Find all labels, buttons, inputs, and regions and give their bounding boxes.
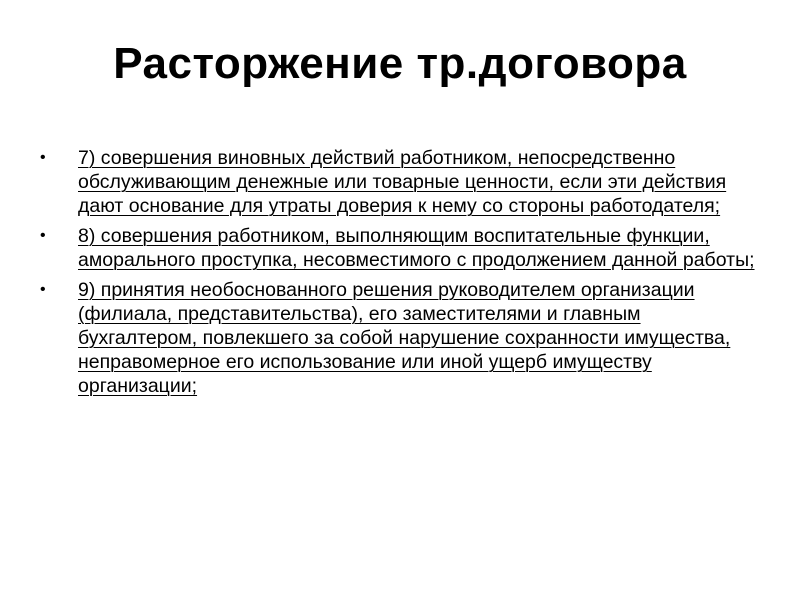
bullet-icon: •: [40, 149, 46, 166]
list-item: [40, 278, 760, 398]
list-item-text: 9) принятия необоснованного решения руководителем организации (филиала, представительства), его заместителями и главным бухгалтером, повлекшего за собой нарушение сохранности имущества, неправомерное его использование или иной ущерб имуществу организации;: [78, 279, 731, 397]
list-item-text: 8) совершения работником, выполняющим воспитательные функции, аморального проступка, несовместимого с продолжением данной работы;: [78, 225, 755, 271]
bullet-list: [40, 146, 760, 404]
list-item: [40, 224, 760, 272]
list-item-text: 7) совершения виновных действий работником, непосредственно обслуживающим денежные или товарные ценности, если эти действия дают основание для утраты доверия к нему со стороны работодателя;: [78, 147, 727, 217]
bullet-icon: •: [40, 281, 46, 298]
slide-title: Расторжение тр.договора: [113, 39, 687, 88]
bullet-icon: •: [40, 227, 46, 244]
list-item: [40, 146, 760, 218]
